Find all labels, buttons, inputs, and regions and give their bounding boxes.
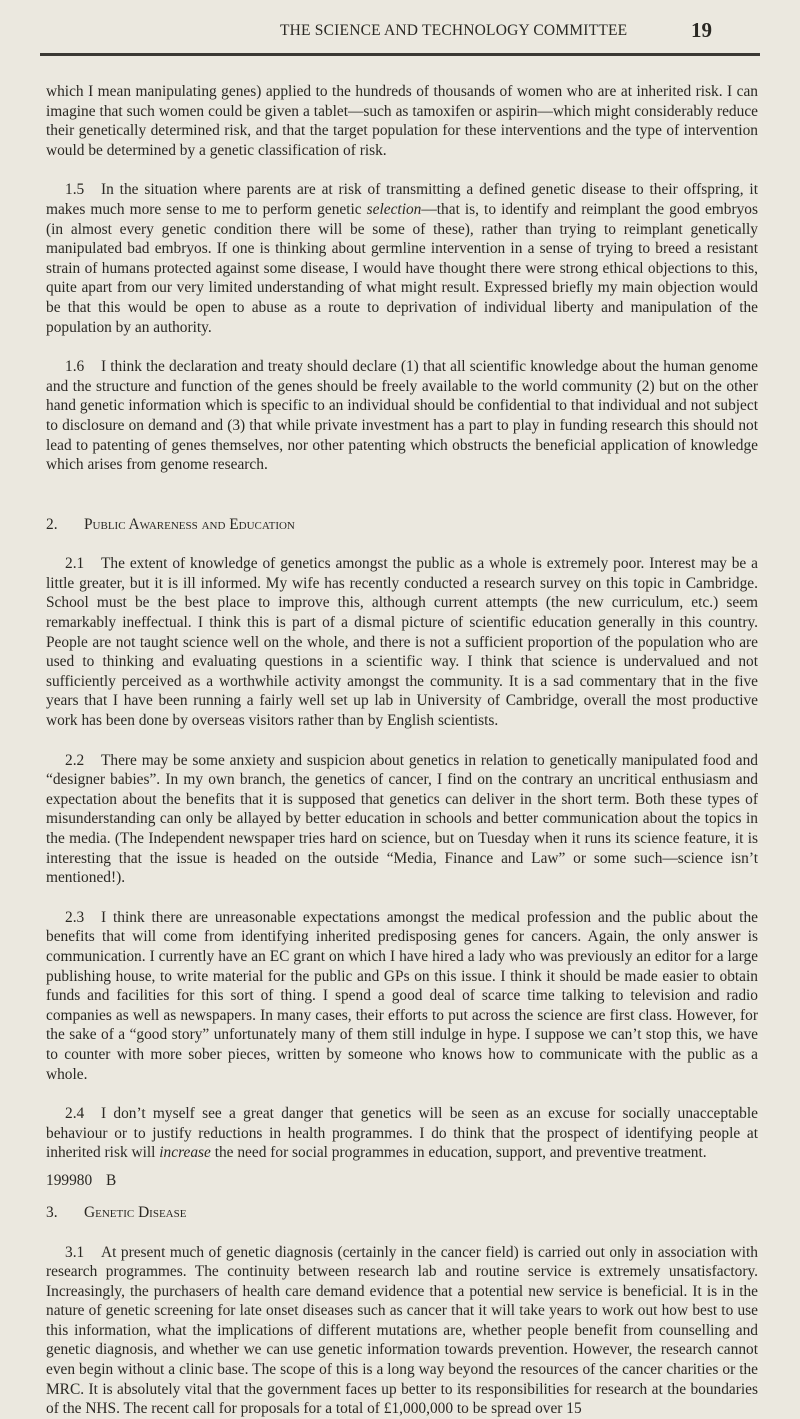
paragraph-number: 2.3 [65, 908, 85, 926]
section-heading-3: 3. Genetic Disease [46, 1203, 187, 1221]
running-title: THE SCIENCE AND TECHNOLOGY COMMITTEE [280, 22, 628, 39]
section-heading-2: 2. Public Awareness and Education [46, 515, 295, 533]
paragraph-number: 2.2 [65, 751, 85, 769]
running-header [40, 18, 760, 44]
print-code: 199980 [46, 1172, 93, 1189]
paragraph-2-4: 2.4 I don’t myself see a great danger that genetics will be seen as an excuse for socially unacceptable behaviour or to justify reductions in health programmes. I do think that the prospect of identifying people at inherited risk will increase the need for social programmes in education, support, and preventive treatment. [46, 1105, 758, 1162]
paragraph-1-6: 1.6 I think the declaration and treaty should declare (1) that all scientific knowledge about the human genome and the structure and function of the genes should be freely available to the world community (2) but on the other hand genetic information which is specific to an individual should be confidential to that individual and not subject to disclosure on demand and (3) that while private investment has a part to play in funding research this should not lead to patenting of genes themselves, nor other patenting which obstructs the beneficial application of knowledge which arises from genome research. [46, 358, 758, 474]
print-footer [46, 1172, 116, 1190]
paragraph-2-3: 2.3 I think there are unreasonable expectations amongst the medical profession and the public about the benefits that will come from identifying inherited predisposing genes for cancers. Again, the only answer is communication. I currently have an EC grant on which I have hired a lady who was previously an editor for a large publishing house, to write material for the public and GPs on this issue. I think it should be made easier to obtain funds and facilities for this sort of thing. I spend a good deal of scarce time talking to television and radio companies as well as newspapers. In many cases, their efforts to put across the science are first class. However, for the sake of a “good story” unfortunately many of them still indulge in hype. I suppose we can’t stop this, we have to counter with more sober pieces, written by someone who knows how to communicate with the public as a whole. [46, 908, 758, 1083]
paragraph-number: 2.4 [65, 1105, 85, 1123]
paragraph-number: 1.6 [65, 358, 85, 376]
page-number: 19 [691, 18, 712, 42]
emphasis: selection [366, 200, 422, 218]
header-rule [40, 53, 760, 56]
paragraph-number: 2.1 [65, 555, 85, 573]
paragraph-continuation: which I mean manipulating genes) applied to the hundreds of thousands of women who are at inherited risk. I can imagine that such women could be given a tablet—such as tamoxifen or aspirin—which might considerably reduce their genetically determined risk, and that the target population for these interventions and the type of intervention would be determined by a genetic classification of risk. [46, 83, 758, 159]
paragraph-2-1: 2.1 The extent of knowledge of genetics amongst the public as a whole is extremely poor. Interest may be a little greater, but it is ill informed. My wife has recently conducted a research survey on this topic in Cambridge. School must be the best place to improve this, although current attempts (the new curriculum, etc.) seem remarkably ineffectual. I think this is part of a dismal picture of scientific education generally in this country. People are not taught science well on the whole, and there is not a sufficient proportion of the population who are used to thinking and evaluating questions in a scientific way. I think that science is undervalued and not sufficiently perceived as a worthwhile activity amongst the community. It is a sad commentary that in the five years that I have been running a fairly well set up lab in University of Cambridge, overall the most productive work has been done by overseas visitors rather than by English scientists. [46, 555, 758, 730]
print-letter: B [106, 1172, 117, 1189]
paragraph-2-2: 2.2 There may be some anxiety and suspicion about genetics in relation to genetically manipulated food and “designer babies”. In my own branch, the genetics of cancer, I find on the contrary an uncritical enthusiasm and expectation about the benefits that it is supposed that genetics can deliver in the short term. Both these types of misunderstanding can only be allayed by better education in schools and better communication about the topics in the media. (The Independent newspaper tries hard on science, but on Tuesday when it runs its science feature, it is interesting that the issue is headed on the outside “Media, Finance and Law” or some such—science isn’t mentioned!). [46, 751, 758, 887]
paragraph-number: 1.5 [65, 181, 85, 199]
paragraph-number: 3.1 [65, 1243, 85, 1261]
emphasis: increase [159, 1144, 211, 1162]
paragraph-1-5: 1.5 In the situation where parents are at risk of transmitting a defined genetic disease to their offspring, it makes much more sense to me to perform genetic selection—that is, to identify and reimplant the good embryos (in almost every genetic condition there will be some of these), rather than trying to reimplant genetically manipulated bad embryos. If one is thinking about germline intervention in a sense of trying to breed a resistant strain of humans protected against some disease, I would have thought there were strong ethical objections to this, quite apart from our very limited understanding of what might result. Expressed briefly my main objection would be that this would be open to abuse as a route to deprivation of individual liberty and manipulation of the population by an authority. [46, 181, 758, 336]
paragraph-3-1: 3.1 At present much of genetic diagnosis (certainly in the cancer field) is carried out only in association with research programmes. The continuity between research lab and routine service is extremely unsatisfactory. Increasingly, the purchasers of health care demand evidence that a potential new service is beneficial. It is in the nature of genetic screening for late onset diseases such as cancer that it will take years to work out how best to use this information, what the implications of different mutations are, whether people benefit from counselling and genetic diagnosis, and whether we can use genetic information towards prevention. However, the research cannot even begin without a clinic base. The scope of this is a long way beyond the resources of the cancer charities or the MRC. It is absolutely vital that the government faces up better to its responsibilities for research at the boundaries of the NHS. The recent call for proposals for a total of £1,000,000 to be spread over 15 [46, 1243, 758, 1418]
document-body [46, 82, 758, 1419]
